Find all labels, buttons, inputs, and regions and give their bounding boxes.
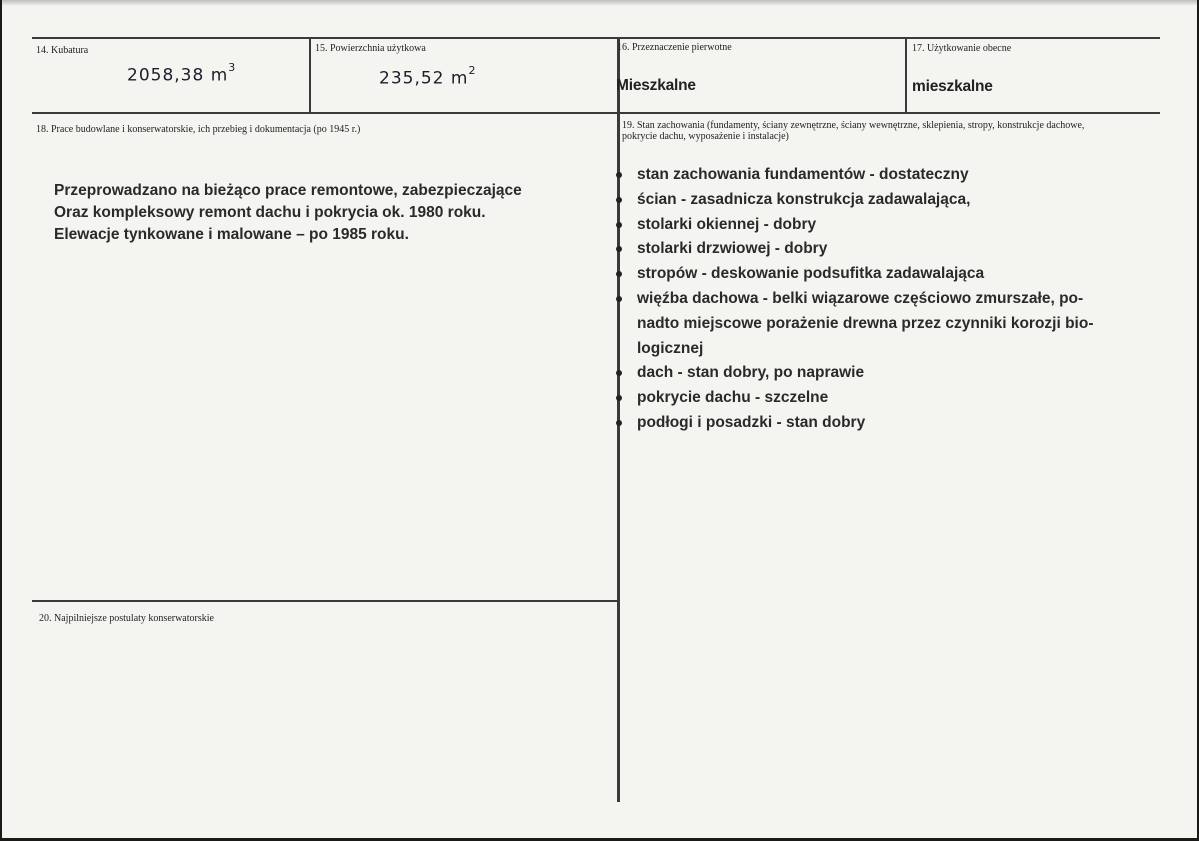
bullet-icon [616, 271, 622, 277]
form-sheet [2, 0, 1197, 838]
list-item [616, 411, 1116, 436]
powierzchnia-value [379, 64, 477, 89]
list-item-line: więźba dachowa - belki wiązarowe częściowo zmurszałe, po- [637, 289, 1084, 307]
bullet-icon [616, 246, 622, 252]
list-item [616, 262, 1116, 287]
prace-line: Oraz kompleksowy remont dachu i pokrycia ok. 1980 roku. [54, 204, 486, 221]
list-item-line: stropów - deskowanie podsufitka zadawalająca [637, 265, 985, 283]
bullet-icon [616, 395, 622, 401]
stan-label [622, 120, 1084, 142]
list-item [616, 361, 1116, 386]
list-item-line: nadto miejscowe porażenie drewna przez czynniki korozji bio- [637, 314, 1094, 332]
przeznaczenie-value: Mieszkalne [616, 77, 696, 94]
col-divider-3 [905, 37, 907, 114]
row1-divider [32, 112, 1160, 114]
kubatura-number: 2058,38 m [127, 65, 229, 86]
powierzchnia-number: 235,52 m [379, 68, 469, 89]
postulaty-divider [32, 600, 620, 602]
list-item [616, 213, 1116, 238]
list-item-line: logicznej [637, 339, 704, 357]
bullet-icon [616, 296, 622, 302]
powierzchnia-exponent: 2 [468, 64, 477, 77]
prace-text [54, 180, 574, 246]
col-divider-1 [309, 37, 311, 114]
stan-label-line: 19. Stan zachowania (fundamenty, ściany zewnętrzne, ściany wewnętrzne, sklepienia, stropy, konstrukcje dachowe, [622, 120, 1085, 131]
stan-list [616, 163, 1116, 436]
list-item-line: stolarki okiennej - dobry [637, 215, 817, 233]
kubatura-label: 14. Kubatura [36, 45, 89, 56]
bullet-icon [616, 197, 622, 203]
list-item-line: dach - stan dobry, po naprawie [637, 364, 865, 382]
top-border [32, 37, 1160, 39]
bullet-icon [616, 420, 622, 426]
bullet-icon [616, 222, 622, 228]
przeznaczenie-label: 16. Przeznaczenie pierwotne [617, 42, 732, 53]
bullet-icon [616, 370, 622, 376]
list-item-line: podłogi i posadzki - stan dobry [637, 413, 866, 431]
list-item-line: stan zachowania fundamentów - dostateczny [637, 166, 969, 183]
kubatura-exponent: 3 [228, 61, 237, 74]
postulaty-label: 20. Najpilniejsze postulaty konserwatorskie [39, 613, 214, 624]
list-item [616, 163, 1116, 188]
list-item-line: ścian - zasadnicza konstrukcja zadawalająca, [637, 190, 971, 208]
list-item [616, 386, 1116, 411]
prace-line: Elewacje tynkowane i malowane – po 1985 roku. [54, 226, 409, 243]
stan-label-line: pokrycie dachu, wyposażenie i instalacje) [622, 131, 789, 142]
bullet-icon [616, 172, 622, 178]
uzytkowanie-value: mieszkalne [912, 78, 993, 95]
scan-edge [2, 0, 1197, 6]
list-item-line: pokrycie dachu - szczelne [637, 389, 829, 407]
powierzchnia-label: 15. Powierzchnia użytkowa [315, 43, 426, 54]
list-item [616, 188, 1116, 213]
prace-line: Przeprowadzano na bieżąco prace remontowe, zabezpieczające [54, 182, 522, 199]
uzytkowanie-label: 17. Użytkowanie obecne [912, 43, 1012, 54]
prace-label: 18. Prace budowlane i konserwatorskie, ich przebieg i dokumentacja (po 1945 r.) [36, 124, 361, 135]
kubatura-value [127, 61, 237, 86]
list-item-line: stolarki drzwiowej - dobry [637, 240, 828, 258]
list-item [616, 237, 1116, 262]
list-item [616, 287, 1116, 361]
